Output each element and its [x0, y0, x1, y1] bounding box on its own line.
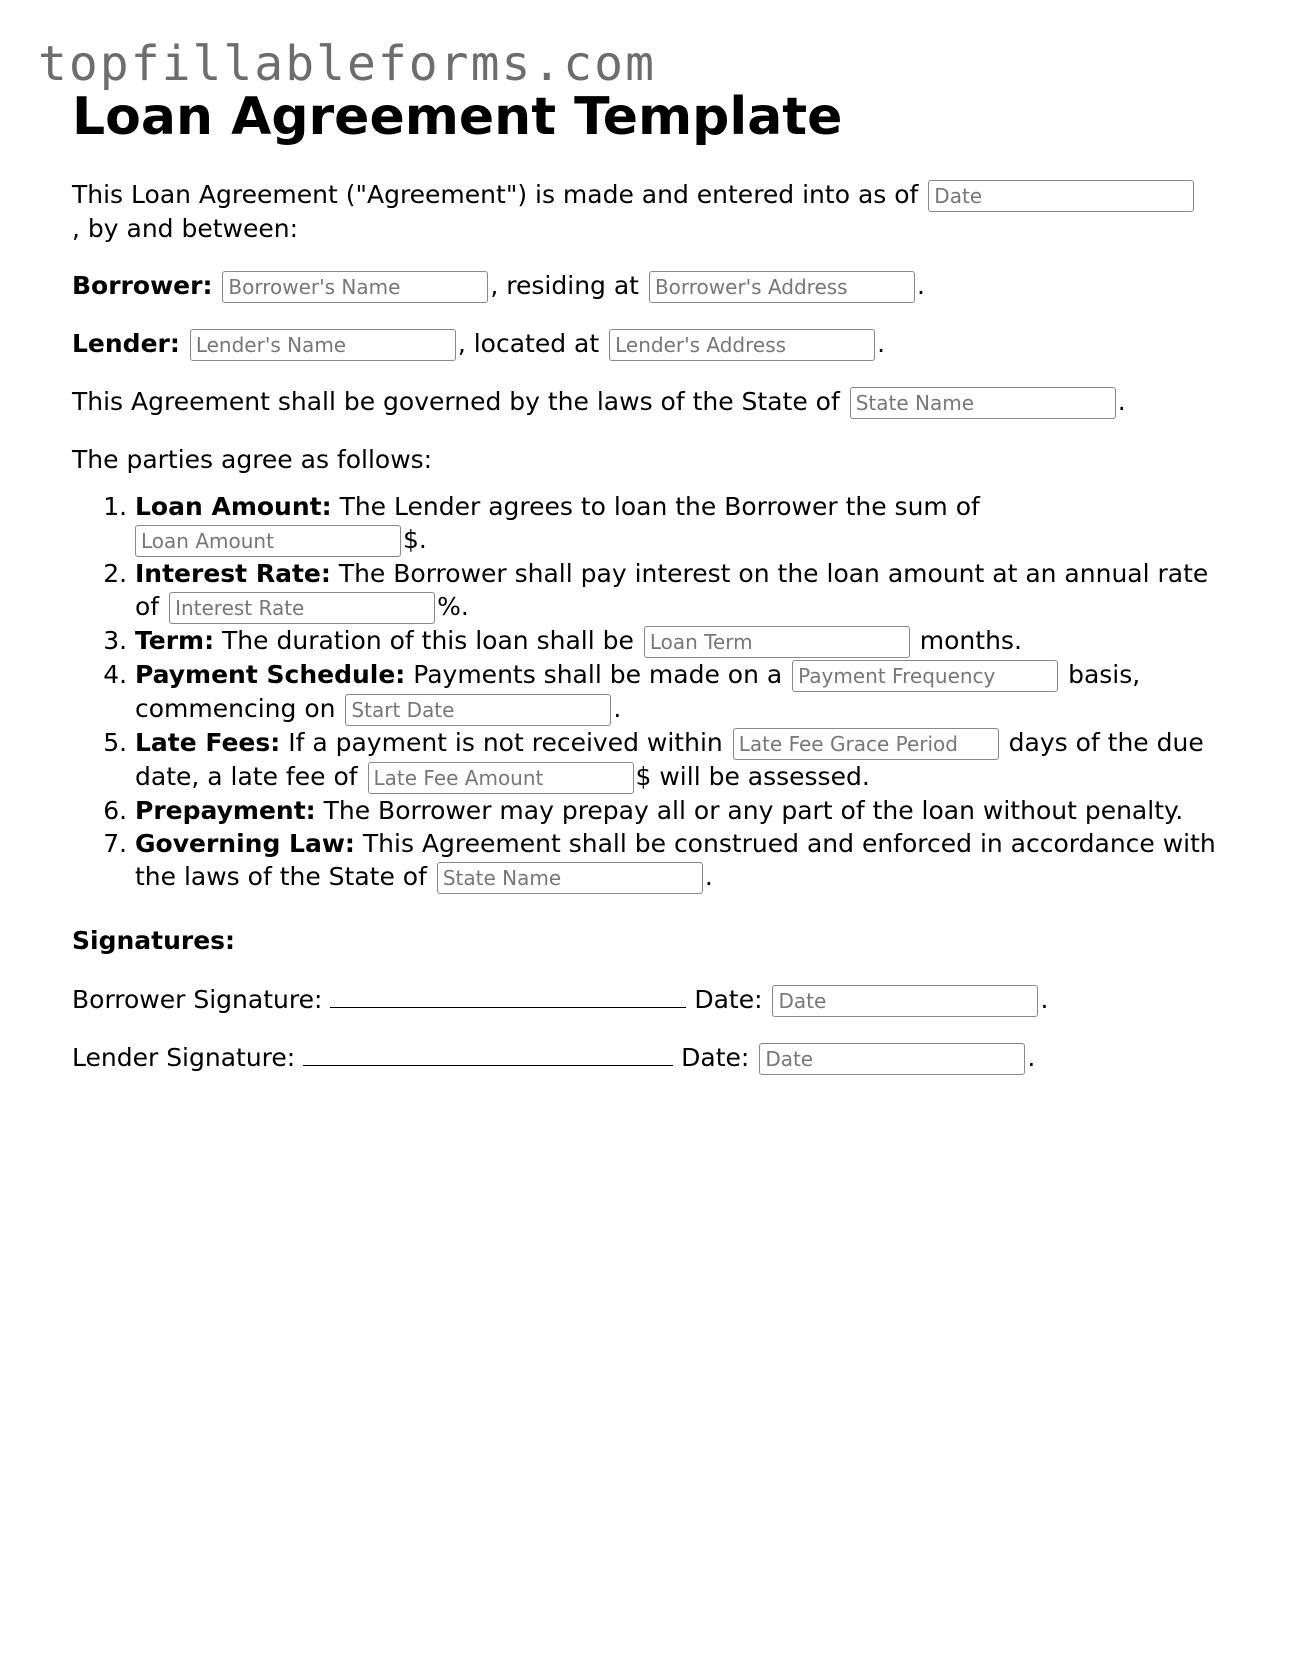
lender-label: Lender:	[72, 328, 180, 358]
term-label: Term:	[135, 625, 215, 655]
lender-signature-end: .	[1027, 1042, 1036, 1072]
lender-address-field[interactable]	[609, 329, 875, 361]
loan-amount-text: The Lender agrees to loan the Borrower the sum of	[339, 491, 980, 521]
lender-signature-line[interactable]	[303, 1043, 673, 1066]
signatures-heading: Signatures:	[72, 925, 236, 955]
lender-signature-label: Lender Signature:	[72, 1042, 296, 1072]
late-fee-grace-field[interactable]	[733, 728, 999, 760]
late-fees-label: Late Fees:	[135, 727, 281, 757]
interest-rate-suffix: %.	[437, 591, 469, 621]
payment-schedule-text: Payments shall be made on a	[413, 659, 783, 689]
lender-connector: , located at	[457, 328, 600, 358]
term-duration	[135, 624, 1232, 658]
term-governing-law	[135, 827, 1232, 894]
term-loan-amount	[135, 490, 1232, 557]
borrower-address-field[interactable]	[649, 271, 915, 303]
lender-paragraph	[72, 327, 1232, 361]
governing-law-suffix: .	[704, 861, 713, 891]
payment-frequency-field[interactable]	[792, 660, 1058, 692]
loan-term-field[interactable]	[644, 626, 910, 658]
governing-paragraph	[72, 385, 1232, 419]
governing-law-text: This Agreement shall be construed and enforced in accordance with the laws of the State of	[135, 828, 1216, 891]
term-late-fees	[135, 726, 1232, 794]
borrower-signature-line[interactable]	[330, 985, 686, 1008]
start-date-field[interactable]	[345, 694, 611, 726]
term-text: The duration of this loan shall be	[222, 625, 634, 655]
term-prepayment	[135, 794, 1232, 827]
payment-schedule-label: Payment Schedule:	[135, 659, 406, 689]
watermark-logo: topfillableforms.com	[38, 36, 656, 92]
prepayment-label: Prepayment:	[135, 795, 316, 825]
terms-list	[72, 490, 1232, 894]
borrower-paragraph	[72, 269, 1232, 303]
lender-signature-row	[72, 1041, 1232, 1075]
borrower-signature-row	[72, 983, 1232, 1017]
borrower-date-label: Date:	[694, 984, 763, 1014]
term-interest-rate	[135, 557, 1232, 624]
agreement-date-field[interactable]	[928, 180, 1194, 212]
borrower-connector: , residing at	[490, 270, 639, 300]
lender-end: .	[877, 328, 886, 358]
term-suffix: months.	[919, 625, 1022, 655]
borrower-name-field[interactable]	[222, 271, 488, 303]
payment-schedule-suffix: .	[613, 693, 622, 723]
payment-schedule-middle: basis, commencing on	[135, 659, 1141, 723]
loan-amount-suffix: $.	[403, 524, 427, 554]
governing-text: This Agreement shall be governed by the laws of the State of	[72, 386, 840, 416]
late-fee-amount-field[interactable]	[368, 762, 634, 794]
intro-text-after: , by and between:	[72, 213, 299, 243]
governing-law-state-field[interactable]	[437, 862, 703, 894]
late-fees-suffix: $ will be assessed.	[635, 761, 870, 791]
interest-rate-label: Interest Rate:	[135, 558, 331, 588]
borrower-signature-end: .	[1040, 984, 1049, 1014]
prepayment-text: The Borrower may prepay all or any part of the loan without penalty.	[323, 795, 1184, 825]
document-page	[72, 88, 1232, 1099]
lender-signature-date-field[interactable]	[759, 1043, 1025, 1075]
term-payment-schedule	[135, 658, 1232, 726]
interest-rate-field[interactable]	[169, 592, 435, 624]
borrower-label: Borrower:	[72, 270, 213, 300]
governing-state-field[interactable]	[850, 387, 1116, 419]
lender-date-label: Date:	[681, 1042, 750, 1072]
borrower-signature-label: Borrower Signature:	[72, 984, 323, 1014]
governing-end: .	[1117, 386, 1126, 416]
borrower-end: .	[916, 270, 925, 300]
intro-text: This Loan Agreement ("Agreement") is made and entered into as of	[72, 179, 919, 209]
page-title: Loan Agreement Template	[72, 87, 843, 147]
lender-name-field[interactable]	[190, 329, 456, 361]
late-fees-middle: days of the due date, a late fee of	[135, 727, 1204, 791]
intro-paragraph	[72, 178, 1232, 245]
borrower-signature-date-field[interactable]	[772, 985, 1038, 1017]
late-fees-text: If a payment is not received within	[288, 727, 723, 757]
loan-amount-field[interactable]	[135, 525, 401, 557]
parties-agree-text: The parties agree as follows:	[72, 444, 433, 474]
governing-law-label: Governing Law:	[135, 828, 355, 858]
interest-rate-text: The Borrower shall pay interest on the loan amount at an annual rate of	[135, 558, 1209, 621]
loan-amount-label: Loan Amount:	[135, 491, 332, 521]
